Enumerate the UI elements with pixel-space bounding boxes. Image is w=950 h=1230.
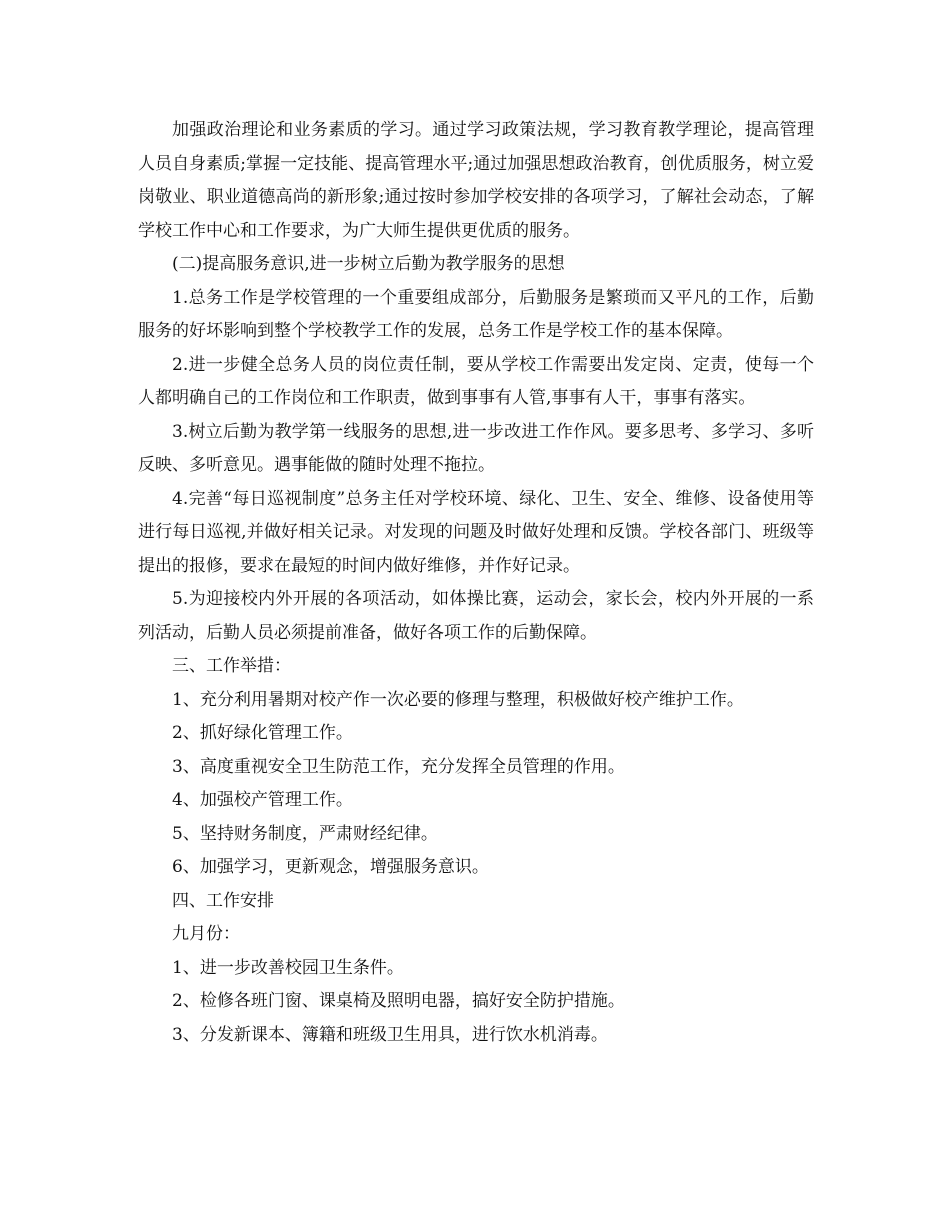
measure-item-1: 1、充分利用暑期对校产作一次必要的修理与整理，积极做好校产维护工作。 [172, 689, 744, 710]
paragraph-study: 加强政治理论和业务素质的学习。通过学习政策法规，学习教育教学理论，提高管理人员自身素质;掌握一定技能、提高管理水平;通过加强思想政治教育，创优质服务，树立爱岗敬业、职业道德高尚的新形象;通过按时参加学校安排的各项学习，了解社会动态，了解学校工作中心和工作要求，为广大师生提供更优质的服务。 [138, 120, 814, 241]
measure-item-4: 4、加强校产管理工作。 [172, 790, 353, 810]
month-heading-september: 九月份： [172, 924, 240, 944]
paragraph-item-5: 5.为迎接校内外开展的各项活动，如体操比赛，运动会，家长会，校内外开展的一系列活动，后勤人员必须提前准备，做好各项工作的后勤保障。 [138, 589, 814, 643]
measure-item-3: 3、高度重视安全卫生防范工作，充分发挥全员管理的作用。 [172, 756, 625, 777]
september-item-2: 2、检修各班门窗、课桌椅及照明电器，搞好安全防护措施。 [172, 991, 625, 1011]
paragraph-item-1: 1.总务工作是学校管理的一个重要组成部分，后勤服务是繁琐而又平凡的工作，后勤服务的好坏影响到整个学校教学工作的发展，总务工作是学校工作的基本保障。 [138, 287, 814, 341]
september-item-3: 3、分发新课本、簿籍和班级卫生用具，进行饮水机消毒。 [172, 1024, 608, 1045]
paragraph-item-3: 3.树立后勤为教学第一线服务的思想,进一步改进工作作风。要多思考、多学习、多听反映、多听意见。遇事能做的随时处理不拖拉。 [138, 421, 814, 475]
september-item-1: 1、进一步改善校园卫生条件。 [172, 957, 404, 978]
measure-item-5: 5、坚持财务制度，严肃财经纪律。 [172, 823, 438, 844]
paragraph-item-4: 4.完善“每日巡视制度”总务主任对学校环境、绿化、卫生、安全、维修、设备使用等进行每日巡视,并做好相关记录。对发现的问题及时做好处理和反馈。学校各部门、班级等提出的报修，要求在最短的时间内做好维修，并作好记录。 [138, 488, 814, 576]
measure-item-2: 2、抓好绿化管理工作。 [172, 723, 353, 743]
document-body [138, 114, 814, 1052]
section-heading-measures: 三、工作举措： [172, 656, 291, 676]
paragraph-item-2: 2.进一步健全总务人员的岗位责任制，要从学校工作需要出发定岗、定责，使每一个人都明确自己的工作岗位和工作职责，做到事事有人管,事事有人干，事事有落实。 [138, 354, 814, 408]
section-heading-schedule: 四、工作安排 [172, 890, 274, 911]
measure-item-6: 6、加强学习，更新观念，增强服务意识。 [172, 857, 489, 877]
section-heading-service: (二)提高服务意识,进一步树立后勤为教学服务的思想 [172, 254, 565, 274]
